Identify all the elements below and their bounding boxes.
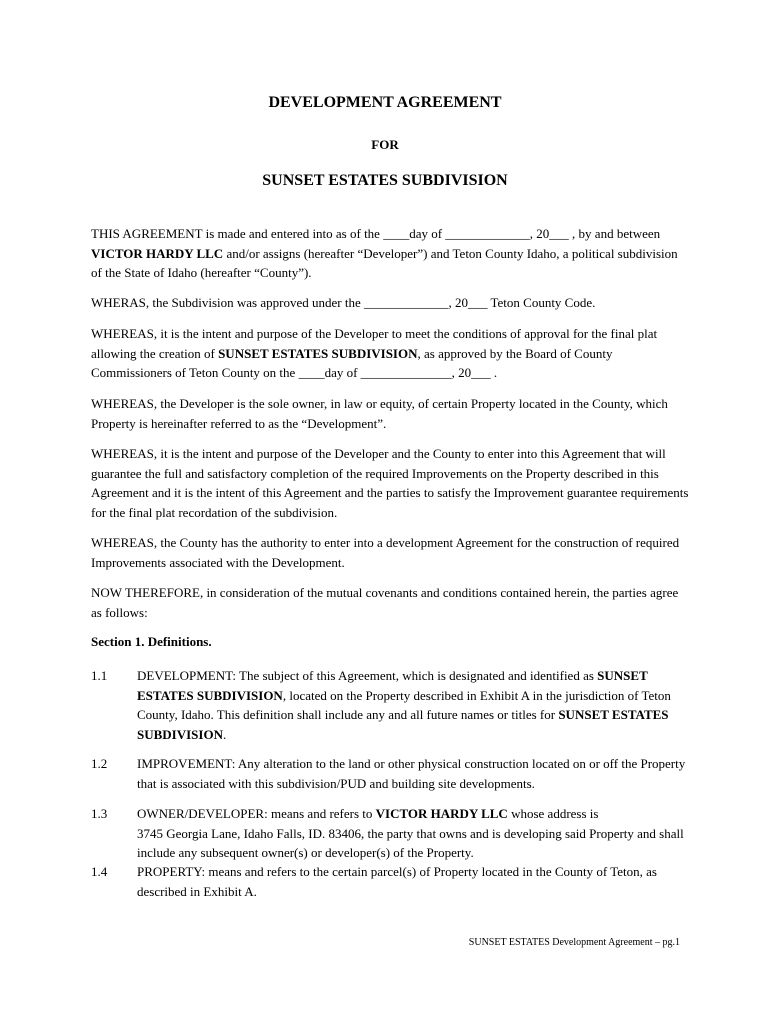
whereas-paragraph-5: WHEREAS, the County has the authority to enter into a development Agreement for the construction of required Improvements associated with the Development. — [91, 535, 680, 570]
definition-property: PROPERTY: means and refers to the certain parcel(s) of Property located in the County of Teton, as described in Exhibit A. — [137, 864, 657, 899]
intro-text-2: and/or assigns (hereafter “Developer”) and Teton County Idaho, a political subdivision of the State of Idaho (hereafter “County”). — [91, 245, 678, 280]
subdivision-name: SUNSET ESTATES SUBDIVISION — [218, 345, 418, 361]
item-number: 1.3 — [91, 806, 108, 821]
developer-name: VICTOR HARDY LLC — [91, 245, 224, 261]
document-subtitle: SUNSET ESTATES SUBDIVISION — [262, 172, 508, 189]
page-footer: SUNSET ESTATES Development Agreement – pg.1 — [468, 937, 680, 948]
item-1-subdivision-name: SUNSET ESTATES SUBDIVISION — [137, 668, 648, 703]
intro-text-1: THIS AGREEMENT is made and entered into as of the ____day of _____________, 20___ , by and between — [91, 226, 661, 241]
item-number: 1.1 — [91, 668, 108, 683]
now-therefore-paragraph: NOW THEREFORE, in consideration of the mutual covenants and conditions contained herein, the parties agree as follows: — [91, 585, 679, 620]
item-1-text-3: . — [222, 726, 227, 742]
item-number: 1.4 — [91, 864, 108, 879]
item-3-address: 3745 Georgia Lane, Idaho Falls, ID. 83406, the party that owns and is developing said Property and shall include any subsequent owner(s) or developer(s) of the Property. — [137, 825, 684, 860]
definition-development — [137, 666, 689, 744]
item-3-text-2: whose address is — [507, 806, 599, 821]
wheras-paragraph-1: WHERAS, the Subdivision was approved under the _____________, 20___ Teton County Code. — [91, 295, 596, 310]
definition-owner-developer — [137, 804, 689, 863]
item-1-subdivision-name-2: SUNSET ESTATES SUBDIVISION — [137, 707, 669, 742]
item-3-text-1: OWNER/DEVELOPER: means and refers to — [137, 806, 376, 821]
whereas-paragraph-2 — [91, 324, 691, 383]
item-1-text-1: DEVELOPMENT: The subject of this Agreement, which is designated and identified as — [137, 668, 598, 683]
for-label: FOR — [371, 137, 399, 152]
whereas-paragraph-3: WHEREAS, the Developer is the sole owner, in law or equity, of certain Property located in the County, which Property is hereinafter referred to as the “Development”. — [91, 396, 668, 431]
document-title: DEVELOPMENT AGREEMENT — [268, 94, 502, 111]
definition-improvement: IMPROVEMENT: Any alteration to the land or other physical construction located on or off the Property that is associated with this subdivision/PUD and building site developments. — [137, 756, 686, 791]
section-heading: Section 1. Definitions. — [91, 634, 212, 649]
item-1-text-2: , located on the Property described in Exhibit A in the jurisdiction of Teton County, Idaho. This definition shall include any and all future names or titles for — [137, 687, 671, 722]
item-number: 1.2 — [91, 756, 108, 771]
whereas-2-text-1: WHEREAS, it is the intent and purpose of the Developer to meet the conditions of approval for the final plat allowing the creation of — [91, 326, 658, 361]
whereas-2-text-2: , as approved by the Board of County Commissioners of Teton County on the ____day of ______________, 20___ . — [91, 345, 613, 380]
intro-paragraph — [91, 224, 691, 283]
whereas-paragraph-4: WHEREAS, it is the intent and purpose of the Developer and the County to enter into this Agreement that will guarantee the full and satisfactory completion of the required Improvements on the Property described in this Agreement and it is the intent of this Agreement and the parties to satisfy the Improvement guarantee requirements for the final plat recordation of the subdivision. — [91, 446, 689, 520]
item-3-developer-name: VICTOR HARDY LLC — [375, 806, 508, 821]
